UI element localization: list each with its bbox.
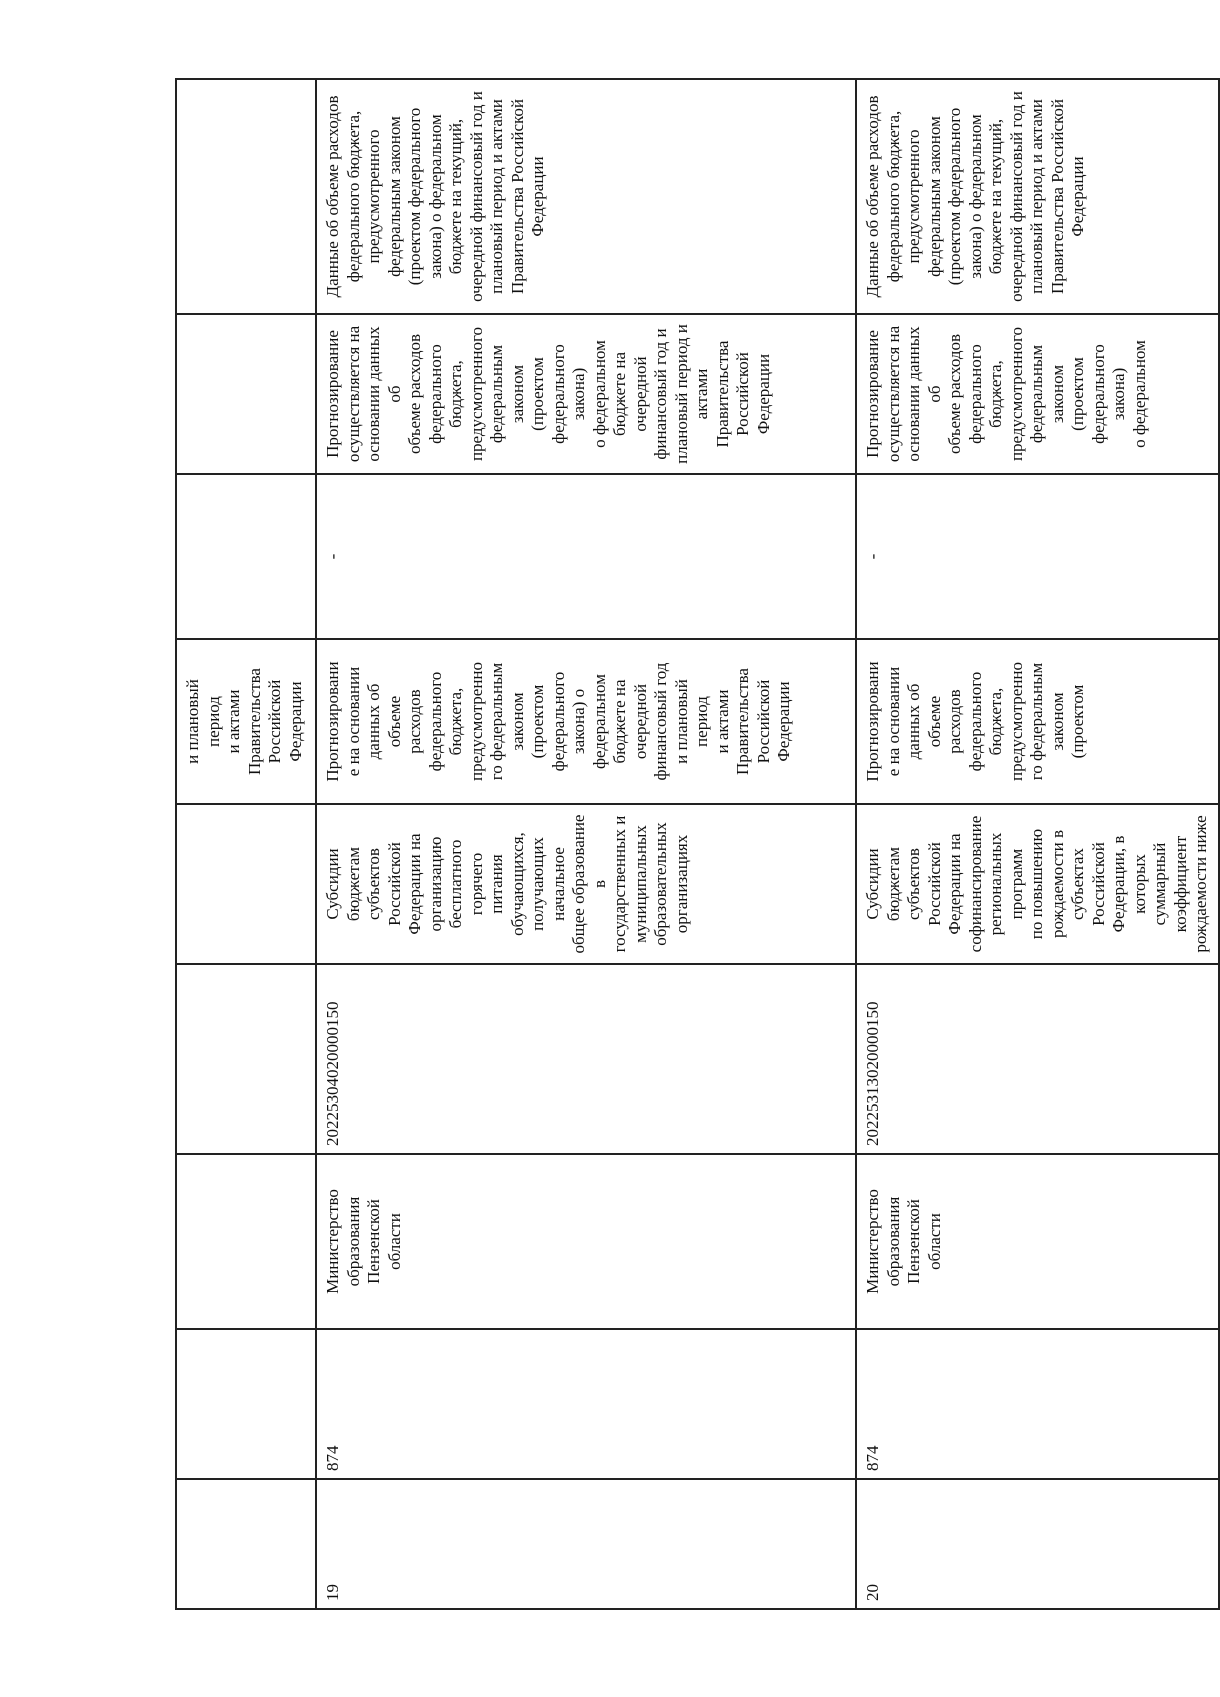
cell-algo	[176, 314, 316, 474]
cell-num	[176, 1479, 316, 1609]
cell-formula: -	[856, 474, 1219, 639]
cell-org: Министерство образования Пензенской области	[856, 1154, 1219, 1329]
cell-code: 874	[856, 1329, 1219, 1479]
cell-name: Субсидии бюджетам субъектов Российской Федерации на организацию бесплатного горячего питания обучающихся, получающих начальное общее образование в государственных и муниципальных образовательных организациях	[316, 804, 856, 964]
cell-algo: Прогнозирование осуществляется на основании данных об объеме расходов федерального бюджета, предусмотренного федеральным законом (проектом федерального закона) о федеральном бюджете на очередной финансовый год и плановый период и актами Правительства Российской Федерации	[316, 314, 856, 474]
cell-name: Субсидии бюджетам субъектов Российской Федерации на софинансирование региональных программ по повышению рождаемости в субъектах Российской Федерации, в которых суммарный коэффициент рождаемости ниже	[856, 804, 1219, 964]
cell-kbk	[176, 964, 316, 1154]
table-row	[316, 79, 856, 1609]
cell-source: Данные об объеме расходов федерального бюджета, предусмотренного федеральным законом (проектом федерального закона) о федеральном бюджете на текущий, очередной финансовый год и плановый период и актами Правительства Российской Федерации	[856, 79, 1219, 314]
cell-formula: -	[316, 474, 856, 639]
cell-kbk: 20225304020000150	[316, 964, 856, 1154]
cell-formula	[176, 474, 316, 639]
cell-kbk: 20225313020000150	[856, 964, 1219, 1154]
cell-method: и плановый период и актами Правительства Российской Федерации	[176, 639, 316, 804]
cell-num: 20	[856, 1479, 1219, 1609]
cell-method: Прогнозировани е на основании данных об объеме расходов федерального бюджета, предусмотренно го федеральным законом (проектом	[856, 639, 1219, 804]
cell-org	[176, 1154, 316, 1329]
table-row	[856, 79, 1219, 1609]
cell-num: 19	[316, 1479, 856, 1609]
cell-code	[176, 1329, 316, 1479]
rotated-table-page	[175, 80, 1210, 1610]
table-row	[176, 79, 316, 1609]
cell-algo: Прогнозирование осуществляется на основании данных об объеме расходов федерального бюджета, предусмотренного федеральным законом (проектом федерального закона) о федеральном	[856, 314, 1219, 474]
cell-method: Прогнозировани е на основании данных об объеме расходов федерального бюджета, предусмотренно го федеральным законом (проектом федерального закона) о федеральном бюджете на очередной финансовый год и плановый период и актами Правительства Российской Федерации	[316, 639, 856, 804]
cell-source: Данные об объеме расходов федерального бюджета, предусмотренного федеральным законом (проектом федерального закона) о федеральном бюджете на текущий, очередной финансовый год и плановый период и актами Правительства Российской Федерации	[316, 79, 856, 314]
cell-org: Министерство образования Пензенской области	[316, 1154, 856, 1329]
budget-revenue-table	[175, 78, 1220, 1610]
cell-source	[176, 79, 316, 314]
cell-name	[176, 804, 316, 964]
cell-code: 874	[316, 1329, 856, 1479]
